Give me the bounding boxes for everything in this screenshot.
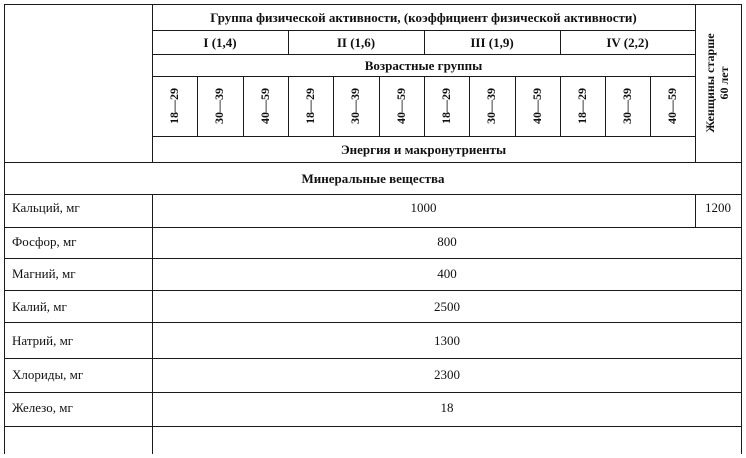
table-border-right — [741, 4, 742, 454]
women-column-divider — [695, 4, 696, 162]
age-label: 30—39 — [212, 88, 226, 124]
group-label-4: IV (2,2) — [606, 35, 649, 50]
section-title-minerals: Минеральные вещества — [301, 171, 445, 186]
row-label-chlorides: Хлориды, мг — [12, 367, 84, 382]
energy-macronutrients-title: Энергия и макронутриенты — [340, 142, 507, 157]
age-divider — [605, 76, 606, 136]
row-label-magnesium: Магний, мг — [12, 266, 76, 281]
section-line — [4, 194, 742, 195]
age-label: 18—29 — [303, 88, 317, 124]
age-label: 40—59 — [530, 88, 544, 124]
age-divider — [243, 76, 244, 136]
row-value-phosphorus: 800 — [437, 234, 457, 249]
row-label-calcium: Кальций, мг — [12, 200, 80, 215]
age-groups-title: Возрастные группы — [364, 58, 483, 73]
age-label: 18—29 — [439, 88, 453, 124]
age-divider — [197, 76, 198, 136]
age-divider — [424, 76, 425, 136]
age-divider — [560, 76, 561, 136]
row-value-potassium: 2500 — [434, 299, 460, 314]
row-line — [4, 290, 742, 291]
women-over-60-header — [703, 6, 733, 160]
row-label-phosphorus: Фосфор, мг — [12, 234, 77, 249]
women-header-line1: Женщины старше — [703, 33, 717, 133]
age-divider — [650, 76, 651, 136]
row-value-chlorides: 2300 — [434, 367, 460, 382]
row-line — [4, 392, 742, 393]
row-line — [4, 227, 742, 228]
header-line-end — [4, 162, 742, 163]
label-column-divider — [152, 4, 153, 162]
age-label: 30—39 — [620, 88, 634, 124]
row-value-calcium-women: 1200 — [705, 200, 731, 215]
age-label: 30—39 — [348, 88, 362, 124]
row-line — [4, 322, 742, 323]
group-label-2: II (1,6) — [336, 35, 376, 50]
age-divider — [469, 76, 470, 136]
row-line — [4, 258, 742, 259]
age-label: 18—29 — [167, 88, 181, 124]
activity-group-title: Группа физической активности, (коэффициент физической активности) — [210, 10, 637, 25]
age-label: 40—59 — [394, 88, 408, 124]
row-label-potassium: Калий, мг — [12, 299, 67, 314]
row-value-iron: 18 — [440, 400, 454, 415]
age-label: 30—39 — [484, 88, 498, 124]
age-divider — [379, 76, 380, 136]
age-label: 18—29 — [575, 88, 589, 124]
women-header-line2: 60 лет — [717, 66, 731, 100]
header-line-ages — [152, 136, 695, 137]
age-label: 40—59 — [258, 88, 272, 124]
row-label-iron: Железо, мг — [12, 400, 73, 415]
row-line — [4, 426, 742, 427]
age-divider — [288, 76, 289, 136]
table-border-top — [4, 4, 742, 5]
group-label-3: III (1,9) — [470, 35, 514, 50]
age-divider — [333, 76, 334, 136]
row-value-sodium: 1300 — [434, 333, 460, 348]
row-value-calcium: 1000 — [410, 200, 437, 215]
row-label-sodium: Натрий, мг — [12, 333, 74, 348]
age-label: 40—59 — [665, 88, 679, 124]
group-label-1: I (1,4) — [203, 35, 237, 50]
age-divider — [515, 76, 516, 136]
header-line-roman — [152, 54, 695, 55]
row-value-magnesium: 400 — [437, 266, 457, 281]
table-border-left — [4, 4, 5, 454]
row-line — [4, 358, 742, 359]
